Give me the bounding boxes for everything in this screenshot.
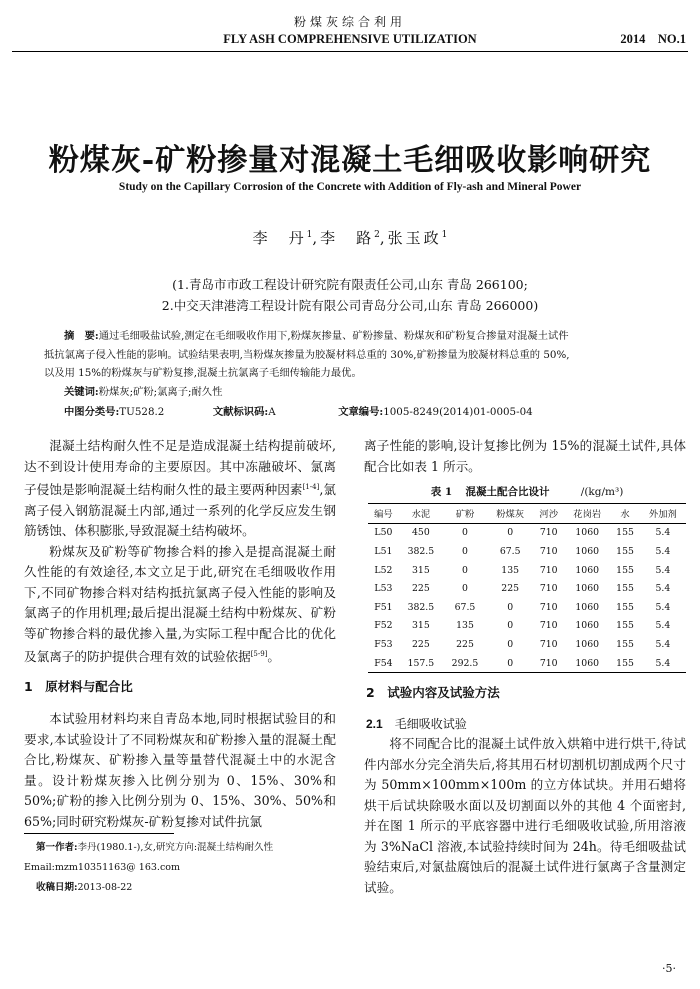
table-cell: 1060 xyxy=(575,545,600,557)
author-affil-mark: 1 xyxy=(306,230,313,240)
clc-label: 中图分类号: xyxy=(64,406,120,418)
table-cell: F53 xyxy=(374,638,393,650)
table-cell: 1060 xyxy=(575,601,600,613)
subsection-heading-2-1: 2.1 毛细吸收试验 xyxy=(366,716,467,731)
keywords: 关键词:粉煤灰;矿粉;氯离子;耐久性 xyxy=(64,385,223,398)
abstract-line: 抵抗氯离子侵入性能的影响。试验结果表明,当粉煤灰掺量为胶凝材料总重的 30%,矿粉掺量为胶凝材料总重的 50%, xyxy=(44,348,570,361)
abstract-line: 摘 要:通过毛细吸盐试验,测定在毛细吸收作用下,粉煤灰掺量、矿粉掺量、粉煤灰和矿粉复合掺量对混凝土试件 xyxy=(64,330,569,342)
table-header-cell: 矿粉 xyxy=(455,509,475,521)
table-cell: 0 xyxy=(507,657,514,669)
classification-row xyxy=(64,403,533,418)
table-cell: 450 xyxy=(412,527,430,539)
table-cell: 382.5 xyxy=(407,545,435,557)
table-row xyxy=(368,654,686,673)
paragraph: 本试验用材料均来自青岛本地,同时根据试验目的和要求,本试验设计了不同粉煤灰和矿粉掺入量的混凝土配合比,粉煤灰、矿粉掺入量等量替代混凝土中的水泥含量。设计粉煤灰掺入比例分别为 0、15%、30%和 50%;矿粉的掺入比例分别为 0、15%、30%、50%和 65%;同时研究粉煤灰-矿粉复掺对试件抗氯 xyxy=(24,711,336,829)
author-name: ,张玉政 xyxy=(379,229,442,247)
table-cell: 0 xyxy=(462,545,468,557)
author-name: 李 丹 xyxy=(252,229,307,247)
article-no-value: 1005-8249(2014)01-0005-04 xyxy=(383,406,533,418)
table-header-cell: 外加剂 xyxy=(648,509,677,521)
table-unit: /(kg/m³) xyxy=(580,486,624,498)
table-cell: F54 xyxy=(374,657,393,669)
table-cell: 5.4 xyxy=(655,601,671,613)
paragraph: 混凝土结构耐久性不足是造成混凝土结构提前破坏,达不到设计使用寿命的主要原因。其中冻融破坏、氯离子侵蚀是影响混凝土结构耐久性的最主要两种因素[1-4],氯离子侵入钢筋混凝土内部,通过一系列的化学反应发生钢筋锈蚀、体积膨胀,导致混凝土结构破坏。 xyxy=(24,438,336,539)
table-cell: 155 xyxy=(616,583,634,595)
table-cell: 1060 xyxy=(575,638,600,650)
table-header-cell: 花岗岩 xyxy=(573,509,602,521)
paragraph: 粉煤灰及矿粉等矿物掺合料的掺入是提高混凝土耐久性能的有效途径,本文立足于此,研究在毛细吸收作用下,不同矿物掺合料对结构抵抗氯离子侵入性能的影响及氯离子的作用机理;最后提出混凝土结构中粉煤灰、矿粉等矿物掺合料的最优掺入量,为实际工程中配合比的优化及氯离子的防护提供合理有效的试验依据[5-9]。 xyxy=(24,543,336,665)
table-cell: 67.5 xyxy=(499,545,521,557)
doc-code-value: A xyxy=(268,406,276,418)
article-no-label: 文章编号: xyxy=(338,406,384,418)
page-number: ·5· xyxy=(662,962,676,975)
table-cell: 135 xyxy=(501,564,520,576)
table-row xyxy=(368,635,686,654)
table-cell: 710 xyxy=(539,657,558,669)
table-cell: 155 xyxy=(616,601,634,613)
author-affil-mark: 1 xyxy=(441,230,448,240)
table-header-cell: 编号 xyxy=(374,509,393,521)
table-cell: 5.4 xyxy=(655,527,671,539)
table-cell: 225 xyxy=(456,638,474,650)
author-affil-mark: 2 xyxy=(374,230,380,240)
table-cell: 225 xyxy=(501,583,520,595)
table-cell: 0 xyxy=(462,583,468,595)
table-cell: 1060 xyxy=(575,583,600,595)
table-header-cell: 粉煤灰 xyxy=(496,509,525,521)
table-cell: 157.5 xyxy=(407,657,435,669)
table-cell: 155 xyxy=(616,545,634,557)
table-cell: 155 xyxy=(616,638,634,650)
table-number: 表 1 xyxy=(430,486,453,498)
table-cell: F51 xyxy=(374,601,393,613)
table-cell: 1060 xyxy=(575,657,600,669)
journal-title-cn: 粉煤灰综合利用 xyxy=(293,15,406,29)
table-cell: 0 xyxy=(462,527,468,539)
table-cell: 0 xyxy=(507,620,514,632)
table-cell: 155 xyxy=(616,527,634,539)
table-cell: L50 xyxy=(374,527,393,539)
table-cell: L51 xyxy=(374,545,393,557)
table-row xyxy=(368,598,686,617)
table-cell: 710 xyxy=(539,601,558,613)
table-cell: 5.4 xyxy=(655,638,671,650)
abstract-line: 以及用 15%的粉煤灰与矿粉复掺,混凝土抗氯离子毛细传输能力最优。 xyxy=(44,367,362,379)
section-heading-1: 1 原材料与配合比 xyxy=(24,678,133,694)
mix-design-table xyxy=(368,503,686,673)
table-cell: 155 xyxy=(616,564,634,576)
table-cell: 225 xyxy=(412,638,430,650)
header-rule xyxy=(12,51,688,52)
right-column-bottom xyxy=(364,683,686,898)
table-row xyxy=(368,523,686,542)
table-cell: 382.5 xyxy=(407,601,435,613)
table-cell: 5.4 xyxy=(655,657,671,669)
table-header-cell: 水泥 xyxy=(411,509,431,521)
author-name: ,李 路 xyxy=(312,229,375,247)
author-list xyxy=(0,227,700,248)
section-heading-2: 2 试验内容及试验方法 xyxy=(366,685,500,700)
table-cell: 0 xyxy=(507,601,514,613)
table-cell: 1060 xyxy=(575,620,600,632)
table-row xyxy=(368,542,686,561)
table-header-cell: 水 xyxy=(620,509,630,521)
table-caption xyxy=(368,484,686,499)
table-cell: 155 xyxy=(616,657,634,669)
footnote-author: 第一作者:李丹(1980.1-),女,研究方向:混凝土结构耐久性 xyxy=(36,842,274,853)
table-row xyxy=(368,617,686,636)
table-cell: 1060 xyxy=(575,527,600,539)
table-header-cell: 河沙 xyxy=(539,509,558,521)
table-cell: 710 xyxy=(539,583,558,595)
table-cell: 225 xyxy=(412,583,430,595)
table-cell: 315 xyxy=(412,564,430,576)
table-cell: 315 xyxy=(412,620,430,632)
table-title: 混凝土配合比设计 xyxy=(465,486,550,498)
paragraph: 将不同配合比的混凝土试件放入烘箱中进行烘干,待试件内部水分完全消失后,将其用石材切割机切割成两个尺寸为 50mm×100mm×100m 的立方体试块。并用石蜡将烘干后试块除吸水面以及切割面以外的其他 4 个面密封,并在图 1 所示的平底容器中进行毛细吸收试验,所用溶液为 3%NaCl 溶液,本试验持续时间为 24h。待毛细吸盐试验结束后,对氯盐腐蚀后的混凝土试件进行氯离子含量测定试验。 xyxy=(364,736,686,895)
table-row xyxy=(368,561,686,580)
table-cell: 0 xyxy=(507,527,514,539)
right-column-top xyxy=(364,436,686,477)
citation: [1-4] xyxy=(302,483,320,491)
footnote-email: Email:mzm10351163@ 163.com xyxy=(24,862,180,873)
paragraph: 离子性能的影响,设计复掺比例为 15%的混凝土试件,具体配合比如表 1 所示。 xyxy=(364,438,686,474)
table-cell: 5.4 xyxy=(655,545,671,557)
table-cell: 710 xyxy=(539,545,558,557)
footnote-rule xyxy=(24,833,174,834)
footnote xyxy=(24,838,334,898)
table-cell: 135 xyxy=(456,620,474,632)
table-row xyxy=(368,579,686,598)
clc-value: TU528.2 xyxy=(119,406,165,418)
abstract-label: 摘 要: xyxy=(64,330,99,342)
affiliation-2: 2.中交天津港湾工程设计院有限公司青岛分公司,山东 青岛 266000) xyxy=(161,298,539,313)
table-cell: L52 xyxy=(374,564,393,576)
table-cell: 710 xyxy=(539,620,558,632)
left-column xyxy=(24,436,336,832)
citation: [5-9] xyxy=(250,650,268,659)
table-cell: 1060 xyxy=(575,564,600,576)
table-cell: 0 xyxy=(507,638,514,650)
table-cell: 67.5 xyxy=(454,601,476,613)
doc-code-label: 文献标识码: xyxy=(212,406,269,418)
table-cell: 710 xyxy=(539,564,558,576)
journal-title-en: FLY ASH COMPREHENSIVE UTILIZATION xyxy=(223,32,477,46)
table-cell: F52 xyxy=(374,620,393,632)
table-cell: 155 xyxy=(616,620,634,632)
footnote-received: 收稿日期:2013-08-22 xyxy=(36,882,133,893)
table-cell: 0 xyxy=(462,564,468,576)
table-cell: 5.4 xyxy=(655,564,671,576)
article-title: 粉煤灰-矿粉掺量对混凝土毛细吸收影响研究 xyxy=(48,143,652,178)
journal-issue: 2014 NO.1 xyxy=(620,32,686,46)
table-cell: L53 xyxy=(374,583,393,595)
table-cell: 5.4 xyxy=(655,620,671,632)
table-header-row xyxy=(368,504,686,524)
article-subtitle: Study on the Capillary Corrosion of the Concrete with Addition of Fly-ash and Mineral Power xyxy=(118,181,582,193)
table-cell: 5.4 xyxy=(655,583,671,595)
table-cell: 292.5 xyxy=(451,657,479,669)
abstract xyxy=(44,327,654,401)
table-cell: 710 xyxy=(539,638,558,650)
table-cell: 710 xyxy=(539,527,558,539)
affiliation-1: (1.青岛市市政工程设计研究院有限责任公司,山东 青岛 266100; xyxy=(172,277,528,292)
